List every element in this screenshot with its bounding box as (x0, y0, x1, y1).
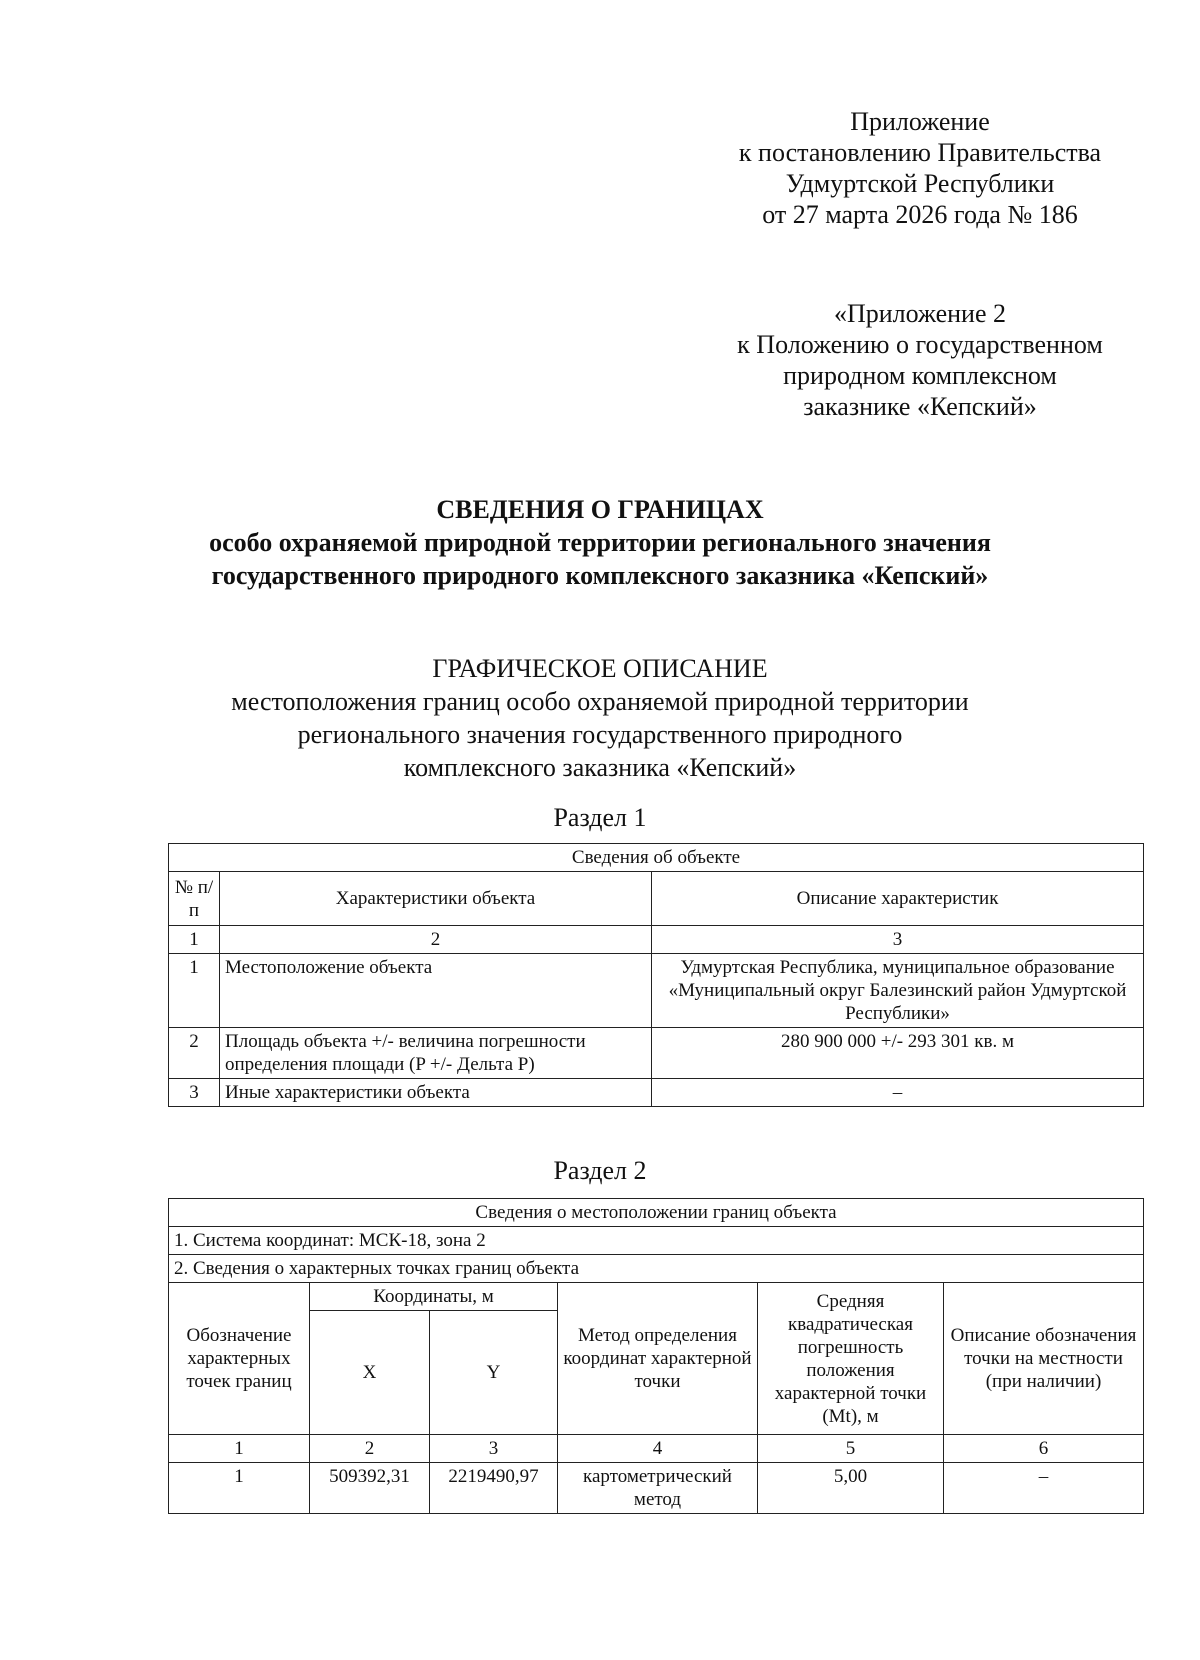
col-number: 4 (558, 1435, 758, 1463)
document-title (0, 493, 1200, 592)
header-coords: Координаты, м (310, 1283, 558, 1311)
appendix-main (700, 106, 1140, 230)
header-description: Описание характеристик (652, 872, 1144, 926)
header-y: Y (430, 1311, 558, 1435)
graphic-line2: местоположения границ особо охраняемой природной территории (231, 687, 969, 716)
table-row (169, 1079, 1144, 1107)
row-x: 509392,31 (310, 1463, 430, 1514)
col-number: 1 (169, 926, 220, 954)
graphic-description (0, 652, 1200, 784)
section1-table (168, 843, 1144, 1107)
section2-table-title: Сведения о местоположении границ объекта (169, 1199, 1144, 1227)
appendix-sub (700, 298, 1140, 422)
row-description: Удмуртская Республика, муниципальное образование «Муниципальный округ Балезинский район Удмуртской Республики» (652, 954, 1144, 1028)
row-y: 2219490,97 (430, 1463, 558, 1514)
row-description: 280 900 000 +/- 293 301 кв. м (652, 1028, 1144, 1079)
appendix-main-line3: Удмуртской Республики (785, 169, 1055, 198)
col-number: 5 (758, 1435, 944, 1463)
row-method: картометрический метод (558, 1463, 758, 1514)
graphic-line4: комплексного заказника «Кепский» (403, 753, 797, 782)
col-number: 2 (310, 1435, 430, 1463)
col-number: 1 (169, 1435, 310, 1463)
row-description: – (652, 1079, 1144, 1107)
appendix-main-line4: от 27 марта 2026 года № 186 (762, 200, 1078, 229)
header-point: Обозначение характерных точек границ (169, 1283, 310, 1435)
header-x: X (310, 1311, 430, 1435)
title-line1: СВЕДЕНИЯ О ГРАНИЦАХ (436, 495, 764, 524)
col-number: 3 (430, 1435, 558, 1463)
header-error: Средняя квадратическая погрешность положения характерной точки (Mt), м (758, 1283, 944, 1435)
table-row (169, 954, 1144, 1028)
row-desc: – (944, 1463, 1144, 1514)
appendix-sub-line2: к Положению о государственном (737, 330, 1103, 359)
appendix-sub-line1: «Приложение 2 (833, 299, 1007, 328)
row-characteristic: Местоположение объекта (220, 954, 652, 1028)
row-error: 5,00 (758, 1463, 944, 1514)
table-row (169, 1463, 1144, 1514)
row-num: 3 (169, 1079, 220, 1107)
row-characteristic: Иные характеристики объекта (220, 1079, 652, 1107)
appendix-main-line2: к постановлению Правительства (738, 138, 1102, 167)
points-info: 2. Сведения о характерных точках границ объекта (169, 1255, 1144, 1283)
col-number: 3 (652, 926, 1144, 954)
section2-heading: Раздел 2 (553, 1156, 647, 1185)
graphic-line3: регионального значения государственного природного (297, 720, 903, 749)
section1-heading: Раздел 1 (553, 803, 647, 832)
appendix-sub-line3: природном комплексном (783, 361, 1057, 390)
title-line3: государственного природного комплексного заказника «Кепский» (211, 561, 989, 590)
col-number: 2 (220, 926, 652, 954)
col-number: 6 (944, 1435, 1144, 1463)
row-point: 1 (169, 1463, 310, 1514)
header-desc: Описание обозначения точки на местности (при наличии) (944, 1283, 1144, 1435)
section2-table (168, 1198, 1144, 1514)
appendix-sub-line4: заказнике «Кепский» (803, 392, 1037, 421)
graphic-line1: ГРАФИЧЕСКОЕ ОПИСАНИЕ (432, 654, 768, 683)
header-num: № п/п (169, 872, 220, 926)
table-row (169, 1028, 1144, 1079)
appendix-main-line1: Приложение (850, 107, 990, 136)
row-num: 1 (169, 954, 220, 1028)
header-characteristic: Характеристики объекта (220, 872, 652, 926)
row-characteristic: Площадь объекта +/- величина погрешности определения площади (P +/- Дельта P) (220, 1028, 652, 1079)
coordinate-system: 1. Система координат: МСК-18, зона 2 (169, 1227, 1144, 1255)
header-method: Метод определения координат характерной точки (558, 1283, 758, 1435)
section1-table-title: Сведения об объекте (169, 844, 1144, 872)
title-line2: особо охраняемой природной территории регионального значения (209, 528, 991, 557)
row-num: 2 (169, 1028, 220, 1079)
